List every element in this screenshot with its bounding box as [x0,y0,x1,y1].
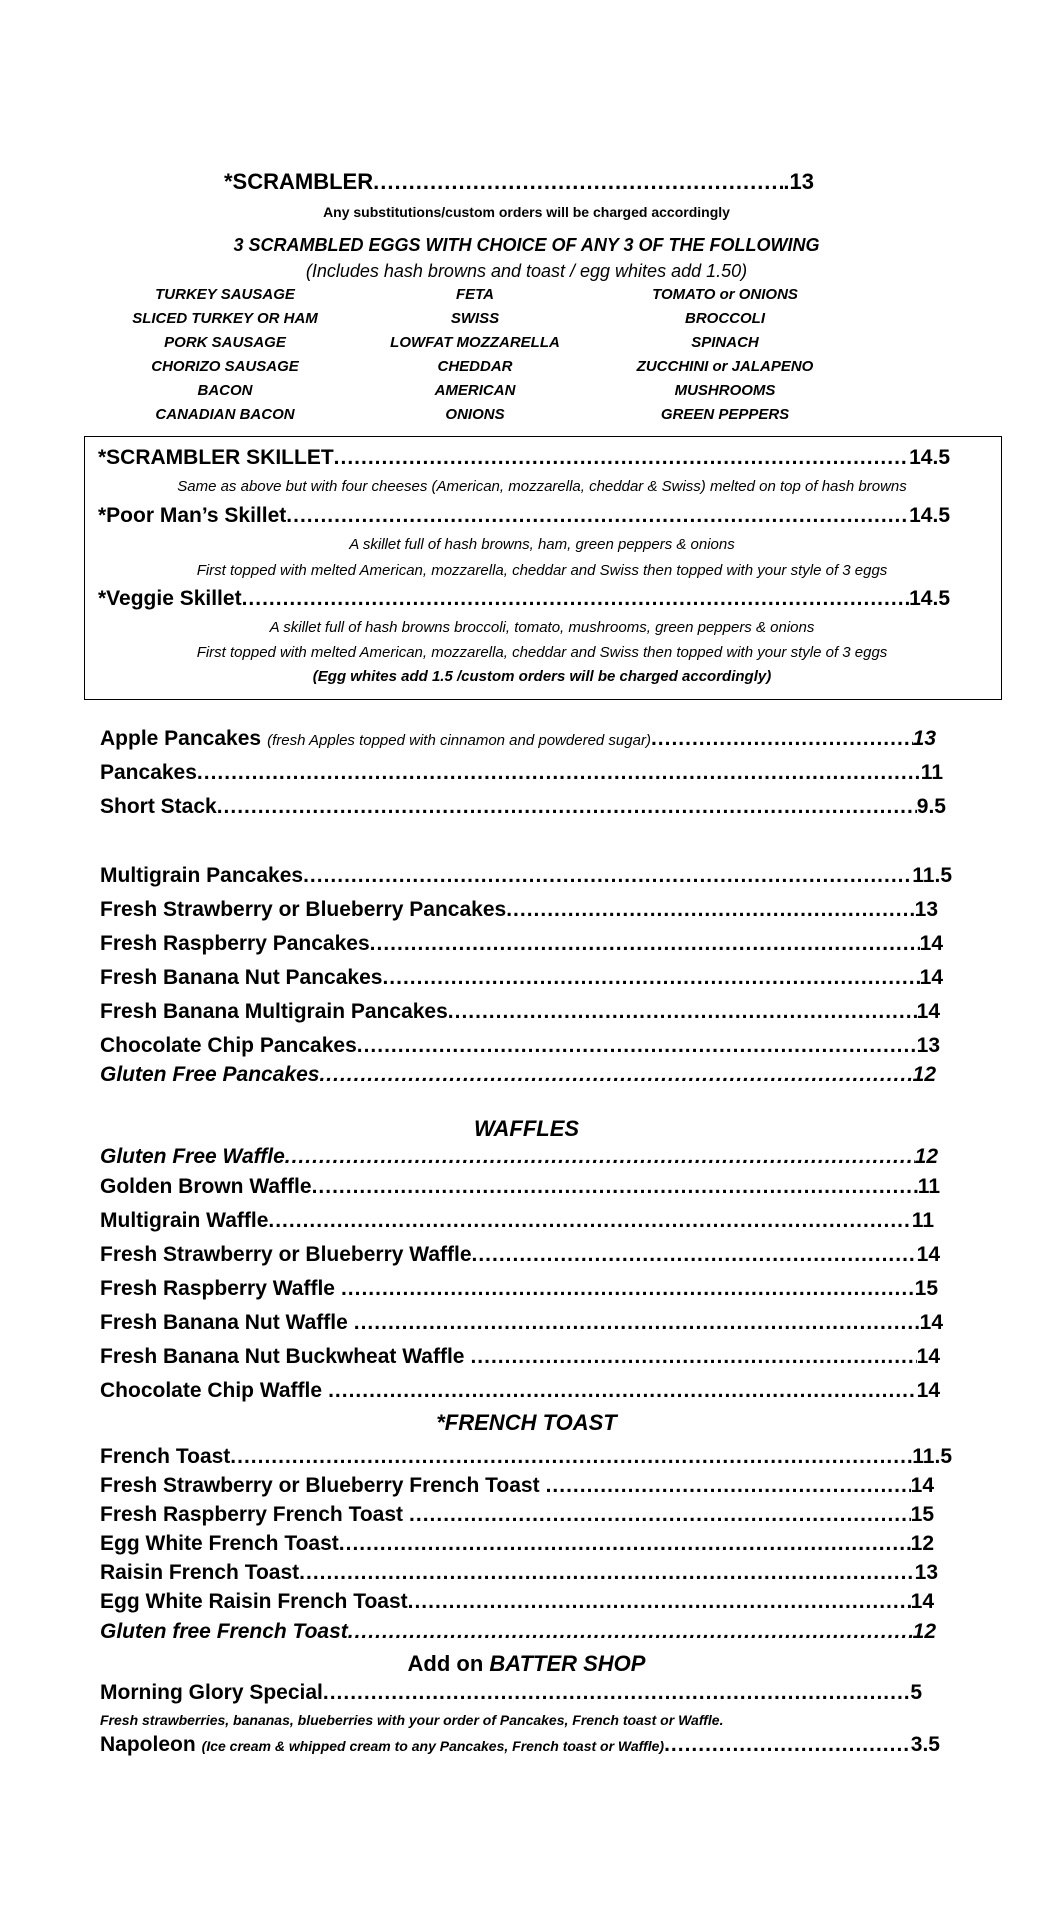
item-price: 14 [910,1590,934,1613]
item-name: Fresh Raspberry Waffle [100,1277,335,1300]
waffles-heading: WAFFLES [473,1116,580,1141]
item-name: Fresh Banana Nut Waffle [100,1311,348,1334]
item-name: Fresh Raspberry Pancakes [100,932,370,955]
addon-heading-brand: BATTER SHOP [489,1651,646,1676]
item-price: 12 [912,1620,936,1643]
item-name: Egg White Raisin French Toast [100,1590,408,1613]
item-name: Raisin French Toast [100,1561,300,1584]
menu-row [100,1209,934,1233]
item-price: 11 [920,761,943,784]
skillet-row [98,504,950,528]
skillet-row [98,587,950,611]
dot-leader [382,966,919,990]
menu-row [100,1063,936,1087]
morning-glory-desc: Fresh strawberries, bananas, blueberries with your order of Pancakes, French toast or Waffle. [100,1712,724,1728]
skillet-desc: A skillet full of hash browns broccoli, tomato, mushrooms, green peppers & onions [269,619,815,636]
dot-leader [370,932,920,956]
item-name: Multigrain Pancakes [100,864,304,887]
dot-leader [323,1681,910,1705]
choice-item: ZUCCHINI or JALAPENO [636,358,814,375]
item-name: Fresh Strawberry or Blueberry Pancakes [100,898,507,921]
menu-row [100,898,938,922]
menu-row [100,1590,934,1614]
item-price: 11.5 [912,864,952,887]
choice-item: BROCCOLI [685,310,765,327]
menu-row [100,932,943,956]
dot-leader [357,1034,917,1058]
scrambler-note: Any substitutions/custom orders will be charged accordingly [323,204,730,220]
item-name: Fresh Banana Nut Buckwheat Waffle [100,1345,465,1368]
item-price: 12 [914,1145,938,1168]
dot-leader [664,1733,911,1757]
item-price: 9.5 [916,795,946,818]
dot-leader [506,898,914,922]
dot-leader [448,1000,917,1024]
choice-item: CANADIAN BACON [155,406,295,423]
item-price: 12 [910,1532,934,1555]
item-name: Napoleon [100,1733,196,1756]
dot-leader [217,795,917,819]
item-price: 14 [916,1345,940,1368]
skillet-footer: (Egg whites add 1.5 /custom orders will be charged accordingly) [312,668,772,685]
dot-leader [328,1379,917,1403]
dot-leader [348,1620,913,1644]
menu-row [100,1345,940,1369]
item-name: Gluten free French Toast [100,1620,348,1643]
item-price: 13 [914,898,938,921]
dot-leader [319,1063,912,1087]
menu-row [100,1445,952,1469]
choice-item: MUSHROOMS [674,382,776,399]
item-name: Gluten Free Pancakes [100,1063,320,1086]
dot-leader [408,1590,911,1614]
dot-leader [268,1209,911,1233]
scrambler-includes: (Includes hash browns and toast / egg whites add 1.50) [305,261,748,281]
item-price: 13 [916,1034,940,1057]
dot-leader [651,727,913,751]
skillet-desc: First topped with melted American, mozzarella, cheddar and Swiss then topped with your style of 3 eggs [196,562,888,579]
choice-item: LOWFAT MOZZARELLA [390,334,560,351]
item-price: 13 [912,727,936,750]
addon-heading [0,1651,1053,1677]
menu-row [100,1311,943,1335]
dot-leader [197,761,921,785]
item-name: French Toast [100,1445,231,1468]
item-name: Egg White French Toast [100,1532,339,1555]
choice-item: AMERICAN [434,382,516,399]
item-price: 11.5 [912,1445,952,1468]
item-desc: (fresh Apples topped with cinnamon and powdered sugar) [267,732,651,749]
menu-row [100,1034,940,1058]
menu-row [100,1733,940,1757]
dot-leader [373,169,783,195]
menu-row [100,1379,940,1403]
item-price: 15 [914,1277,938,1300]
item-price: 14 [919,932,943,955]
item-price: 14 [919,1311,943,1334]
item-price: 3.5 [910,1733,940,1756]
item-name: Gluten Free Waffle [100,1145,285,1168]
menu-row [100,1000,940,1024]
item-price: 11 [917,1175,940,1198]
dot-leader [334,446,909,470]
choice-item: CHEDDAR [437,358,513,375]
skillet-name: *Poor Man’s Skillet [98,504,287,527]
scrambler-headline: 3 SCRAMBLED EGGS WITH CHOICE OF ANY 3 OF THE FOLLOWING [233,235,820,255]
menu-row [100,727,936,751]
item-name: Chocolate Chip Waffle [100,1379,323,1402]
dot-leader [339,1532,911,1556]
item-name: Short Stack [100,795,217,818]
dot-leader [409,1503,911,1527]
item-desc: (Ice cream & whipped cream to any Pancakes, French toast or Waffle) [201,1738,665,1754]
dot-leader [299,1561,914,1585]
choice-item: FETA [455,286,495,303]
scrambler-choices [100,286,850,424]
skillet-price: 14.5 [909,587,950,610]
skillet-price: 14.5 [909,504,950,527]
menu-row [100,1503,934,1527]
item-name: Chocolate Chip Pancakes [100,1034,357,1057]
menu-row [100,1532,934,1556]
choice-item: TURKEY SAUSAGE [155,286,295,303]
menu-row [100,1681,922,1705]
scrambler-title-row [224,169,814,195]
skillet-desc: A skillet full of hash browns, ham, green peppers & onions [349,536,735,553]
skillet-row [98,446,950,470]
item-name: Fresh Raspberry French Toast [100,1503,404,1526]
item-name: Golden Brown Waffle [100,1175,312,1198]
french-toast-heading: *FRENCH TOAST [436,1410,617,1435]
menu-row [100,1243,940,1267]
item-name: Multigrain Waffle [100,1209,269,1232]
menu-row [100,1277,938,1301]
item-name: Fresh Banana Multigrain Pancakes [100,1000,448,1023]
choice-item: BACON [197,382,253,399]
choice-item: ONIONS [445,406,505,423]
dot-leader [303,864,912,888]
dot-leader [546,1474,911,1498]
item-name: Fresh Banana Nut Pancakes [100,966,383,989]
skillet-name: *SCRAMBLER SKILLET [98,446,334,469]
item-price: 12 [912,1063,936,1086]
item-price: 14 [919,966,943,989]
item-name: Apple Pancakes [100,727,262,750]
item-name: Morning Glory Special [100,1681,323,1704]
menu-row [100,795,946,819]
choice-item: SLICED TURKEY OR HAM [132,310,318,327]
skillet-name: *Veggie Skillet [98,587,242,610]
dot-leader [230,1445,912,1469]
item-price: 13 [914,1561,938,1584]
item-name: Pancakes [100,761,197,784]
item-price: 11 [911,1209,934,1232]
item-price: 5 [910,1681,922,1704]
menu-row [100,1175,940,1199]
skillet-desc: First topped with melted American, mozzarella, cheddar and Swiss then topped with your style of 3 eggs [196,644,888,661]
item-price: 15 [910,1503,934,1526]
menu-row [100,1145,938,1169]
dot-leader [341,1277,915,1301]
dot-leader [470,1345,916,1369]
item-name: Fresh Strawberry or Blueberry Waffle [100,1243,472,1266]
item-price: 14 [916,1243,940,1266]
item-price: 14 [916,1000,940,1023]
choice-item: SWISS [450,310,500,327]
menu-row [100,761,943,785]
menu-row [100,1561,938,1585]
skillet-price: 14.5 [909,446,950,469]
menu-row [100,864,952,888]
dot-leader [354,1311,920,1335]
skillet-desc: Same as above but with four cheeses (American, mozzarella, cheddar & Swiss) melted on top of hash browns [177,478,907,495]
choice-item: CHORIZO SAUSAGE [151,358,299,375]
menu-row [100,966,943,990]
item-price: 14 [916,1379,940,1402]
dot-leader [472,1243,917,1267]
choice-item: SPINACH [691,334,759,351]
menu-row [100,1474,934,1498]
choice-item: TOMATO or ONIONS [652,286,798,303]
item-price: 14 [910,1474,934,1497]
dot-leader [242,587,910,611]
choice-item: PORK SAUSAGE [164,334,286,351]
scrambler-title: *SCRAMBLER [224,169,374,194]
dot-leader [312,1175,918,1199]
addon-heading-prefix: Add on [407,1651,484,1676]
dot-leader [286,504,909,528]
choice-item: GREEN PEPPERS [660,406,790,423]
scrambler-price: .13 [783,169,814,194]
menu-row [100,1620,936,1644]
item-name: Fresh Strawberry or Blueberry French Toast [100,1474,540,1497]
dot-leader [285,1145,915,1169]
